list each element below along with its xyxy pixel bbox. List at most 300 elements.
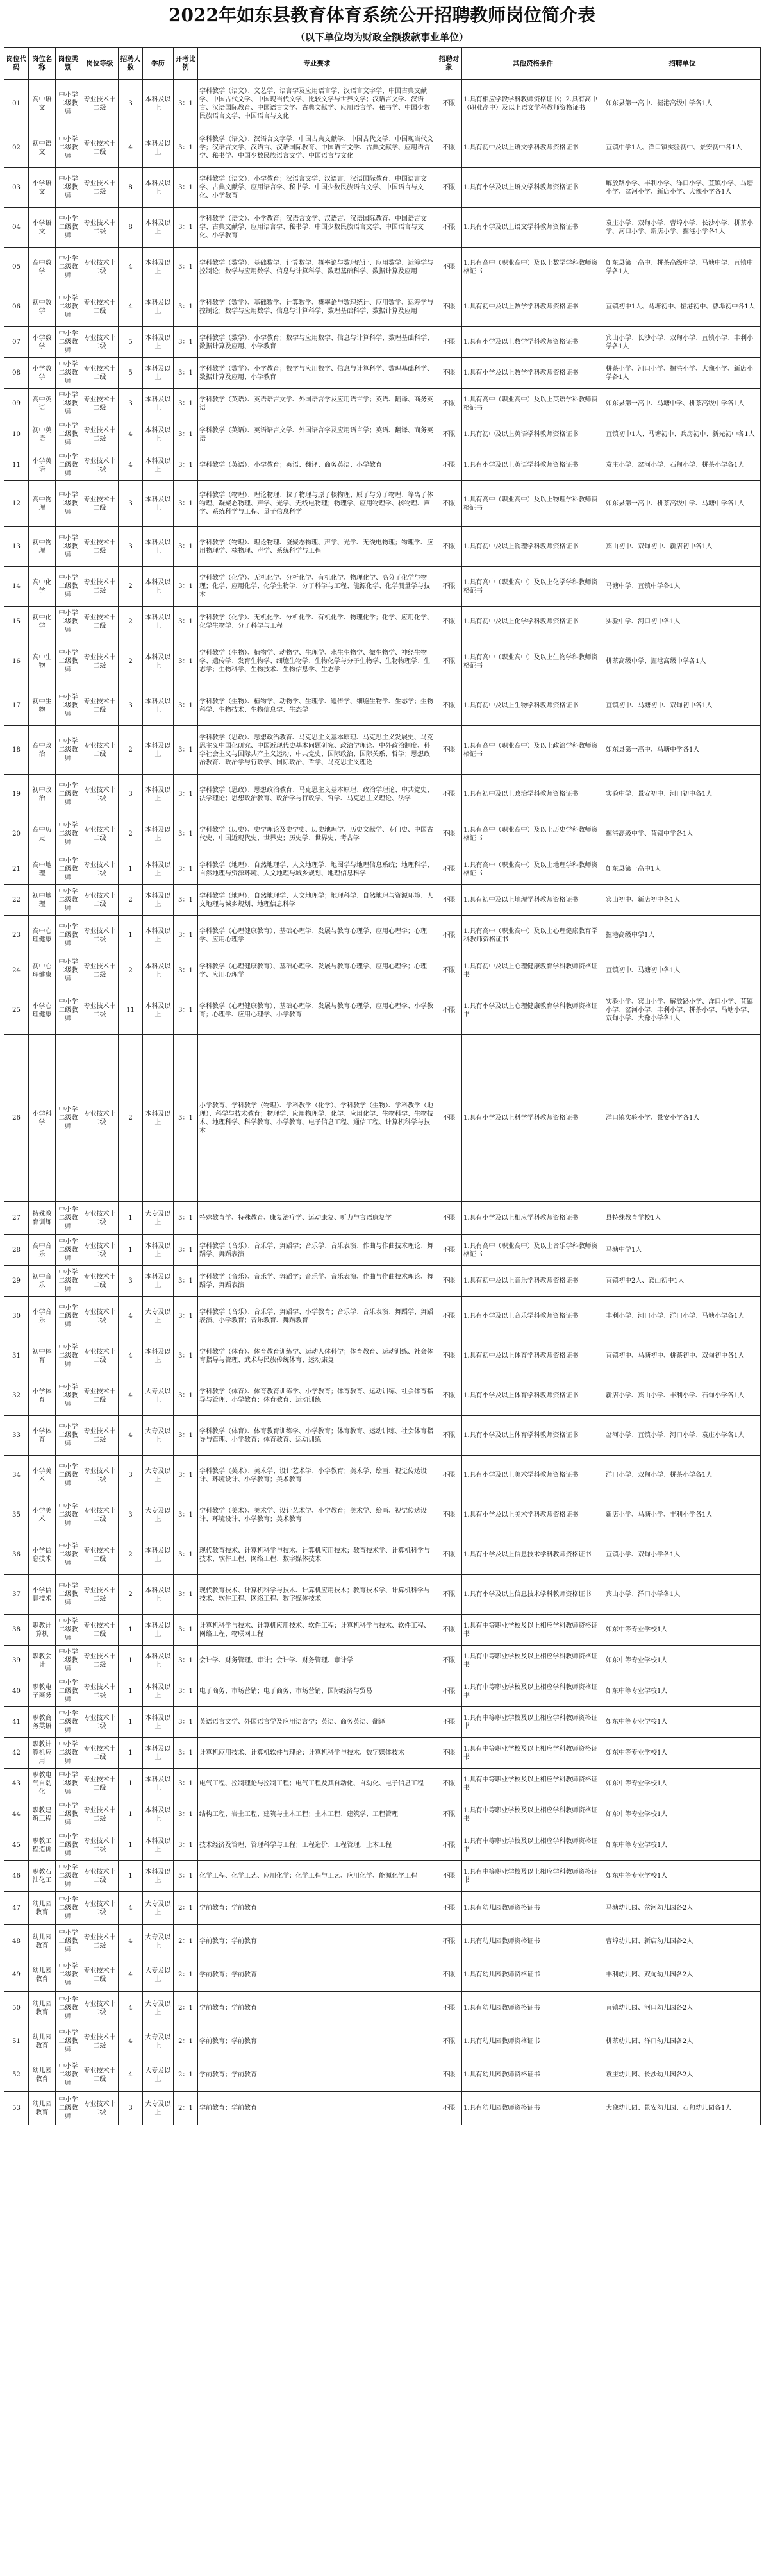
employer-cell: 岔河小学、苴镇小学、河口小学、袁庄小学各1人 (604, 1416, 761, 1456)
major-requirement-cell: 学科教学（心理健康教育）、基础心理学、发展与教育心理学、应用心理学；心理学、应用心理学 (198, 916, 436, 955)
table-row (4, 168, 761, 208)
education-cell: 本科及以上 (143, 1707, 174, 1738)
headcount-cell: 1 (119, 1707, 143, 1738)
header-cell: 岗位等级 (81, 48, 119, 80)
ratio-cell: 3：1 (174, 955, 198, 986)
category-cell: 中小学二级教师 (56, 358, 81, 389)
recruit-target-cell: 不限 (436, 389, 462, 419)
headcount-cell: 3 (119, 481, 143, 527)
code-cell: 15 (4, 607, 29, 637)
ratio-cell: 2：1 (174, 1958, 198, 1992)
employer-cell: 解放路小学、丰利小学、洋口小学、苴镇小学、马塘小学、岔河小学、新店小学、大豫小学各1人 (604, 168, 761, 208)
code-cell: 36 (4, 1535, 29, 1575)
qualification-cell: 1.具有高中（职业高中）及以上历史学科教师资格证书 (462, 814, 604, 854)
headcount-cell: 1 (119, 1202, 143, 1235)
table-row (4, 1416, 761, 1456)
grade-cell: 专业技术十二级 (81, 1738, 119, 1769)
qualification-cell: 1.具有小学及以上英语学科教师资格证书 (462, 450, 604, 481)
ratio-cell: 3：1 (174, 128, 198, 168)
major-requirement-cell: 学科教学（思政）、思想政治教育、马克思主义基本原理、马克思主义发展史、马克思主义中国化研究、中国近现代史基本问题研究、政治学理论、中外政治制度、科学社会主义与国际共产主义运动、中共党史、国际政治、国际关系、哲学；思想政治教育、政治学与行政学、国际政治、哲学、马克思主义理论 (198, 726, 436, 775)
position-name-cell: 幼儿园教育 (29, 1992, 56, 2025)
code-cell: 40 (4, 1676, 29, 1707)
recruit-target-cell: 不限 (436, 327, 462, 358)
grade-cell: 专业技术十二级 (81, 955, 119, 986)
grade-cell: 专业技术十二级 (81, 637, 119, 686)
major-requirement-cell: 学科教学（美术）、美术学、设计艺术学、小学教育；美术学、绘画、视觉传达设计、环境设计、小学教育；美术教育 (198, 1456, 436, 1495)
qualification-cell: 1.具有高中（职业高中）及以上音乐学科教师资格证书 (462, 1235, 604, 1266)
grade-cell: 专业技术十二级 (81, 1892, 119, 1925)
recruit-target-cell: 不限 (436, 1266, 462, 1297)
education-cell: 本科及以上 (143, 327, 174, 358)
qualification-cell: 1.具有初中及以上化学学科教师资格证书 (462, 607, 604, 637)
table-row (4, 287, 761, 327)
code-cell: 19 (4, 775, 29, 814)
major-requirement-cell: 学科教学（音乐）、音乐学、舞蹈学；音乐学、音乐表演、作曲与作曲技术理论、舞蹈学、舞蹈表演 (198, 1266, 436, 1297)
ratio-cell: 3：1 (174, 168, 198, 208)
employer-cell: 如东县第一高中1人 (604, 854, 761, 885)
code-cell: 27 (4, 1202, 29, 1235)
table-row (4, 1992, 761, 2025)
ratio-cell: 3：1 (174, 208, 198, 248)
education-cell: 大专及以上 (143, 1297, 174, 1336)
education-cell: 本科及以上 (143, 1575, 174, 1615)
code-cell: 05 (4, 248, 29, 287)
header-cell: 学历 (143, 48, 174, 80)
position-name-cell: 高中语文 (29, 80, 56, 128)
recruit-target-cell: 不限 (436, 1769, 462, 1799)
code-cell: 49 (4, 1958, 29, 1992)
qualification-cell: 1.具有初中及以上数学学科教师资格证书 (462, 287, 604, 327)
ratio-cell: 3：1 (174, 1336, 198, 1376)
employer-cell: 袁庄小学、双甸小学、曹埠小学、长沙小学、栟茶小学、河口小学、新店小学、掘港小学各1人 (604, 208, 761, 248)
position-name-cell: 小学数学 (29, 358, 56, 389)
grade-cell: 专业技术十二级 (81, 287, 119, 327)
grade-cell: 专业技术十二级 (81, 1035, 119, 1202)
qualification-cell: 1.具有幼儿园教师资格证书 (462, 1892, 604, 1925)
major-requirement-cell: 学前教育；学前教育 (198, 1958, 436, 1992)
major-requirement-cell: 学科教学（英语）、小学教育；英语、翻译、商务英语、小学教育 (198, 450, 436, 481)
position-name-cell: 幼儿园教育 (29, 1958, 56, 1992)
table-row (4, 1799, 761, 1830)
position-name-cell: 高中音乐 (29, 1235, 56, 1266)
grade-cell: 专业技术十二级 (81, 1958, 119, 1992)
position-name-cell: 初中地理 (29, 885, 56, 916)
education-cell: 本科及以上 (143, 1738, 174, 1769)
employer-cell: 马塘中学1人 (604, 1235, 761, 1266)
recruit-target-cell: 不限 (436, 986, 462, 1035)
ratio-cell: 3：1 (174, 1575, 198, 1615)
code-cell: 53 (4, 2092, 29, 2125)
positions-table (4, 47, 761, 2125)
recruit-target-cell: 不限 (436, 1892, 462, 1925)
ratio-cell: 3：1 (174, 1676, 198, 1707)
category-cell: 中小学二级教师 (56, 1861, 81, 1892)
grade-cell: 专业技术十二级 (81, 358, 119, 389)
qualification-cell: 1.具有幼儿园教师资格证书 (462, 2025, 604, 2058)
table-row (4, 527, 761, 567)
education-cell: 本科及以上 (143, 637, 174, 686)
recruit-target-cell: 不限 (436, 481, 462, 527)
employer-cell: 栟茶高级中学、掘港高级中学各1人 (604, 637, 761, 686)
ratio-cell: 3：1 (174, 419, 198, 450)
ratio-cell: 3：1 (174, 1707, 198, 1738)
code-cell: 11 (4, 450, 29, 481)
ratio-cell: 3：1 (174, 986, 198, 1035)
ratio-cell: 3：1 (174, 1615, 198, 1646)
grade-cell: 专业技术十二级 (81, 1769, 119, 1799)
employer-cell: 苴镇中学1人、洋口镇实验初中、景安初中各1人 (604, 128, 761, 168)
qualification-cell: 1.具有小学及以上语文学科教师资格证书 (462, 208, 604, 248)
recruit-target-cell: 不限 (436, 775, 462, 814)
ratio-cell: 3：1 (174, 1799, 198, 1830)
recruit-target-cell: 不限 (436, 916, 462, 955)
category-cell: 中小学二级教师 (56, 686, 81, 726)
recruit-target-cell: 不限 (436, 637, 462, 686)
table-row (4, 248, 761, 287)
table-body (4, 80, 761, 2125)
table-row (4, 481, 761, 527)
recruit-target-cell: 不限 (436, 1958, 462, 1992)
table-row (4, 1235, 761, 1266)
qualification-cell: 1.具有初中及以上生物学科教师资格证书 (462, 686, 604, 726)
header-cell: 岗位代码 (4, 48, 29, 80)
qualification-cell: 1.具有中等职业学校及以上相应学科教师资格证书 (462, 1676, 604, 1707)
position-name-cell: 高中化学 (29, 567, 56, 607)
qualification-cell: 1.具有中等职业学校及以上相应学科教师资格证书 (462, 1646, 604, 1676)
employer-cell: 如东县第一高中、马塘中学各1人 (604, 726, 761, 775)
ratio-cell: 3：1 (174, 1861, 198, 1892)
ratio-cell: 3：1 (174, 1646, 198, 1676)
education-cell: 本科及以上 (143, 1535, 174, 1575)
recruit-target-cell: 不限 (436, 1535, 462, 1575)
recruit-target-cell: 不限 (436, 1861, 462, 1892)
major-requirement-cell: 学科教学（体育）、体育教育训练学、小学教育；体育教育、运动训练、社会体育指导与管理、小学教育；体育教育、运动训练 (198, 1416, 436, 1456)
employer-cell: 苴镇初中、马塘初中、双甸初中各1人 (604, 686, 761, 726)
employer-cell: 苴镇初中1人、马塘初中、掘港初中、曹埠初中各1人 (604, 287, 761, 327)
grade-cell: 专业技术十二级 (81, 1799, 119, 1830)
qualification-cell: 1.具有初中及以上物理学科教师资格证书 (462, 527, 604, 567)
major-requirement-cell: 学科教学（语文）、汉语言文字学、中国古典文献学、中国古代文学、中国现当代文学；汉语言文学、汉语言、汉语国际教育、中国语言文学、古典文献学、应用语言学、秘书学、中国少数民族语言文学、中国语言与文化 (198, 128, 436, 168)
education-cell: 本科及以上 (143, 1861, 174, 1892)
table-row (4, 567, 761, 607)
recruit-target-cell: 不限 (436, 358, 462, 389)
ratio-cell: 3：1 (174, 567, 198, 607)
headcount-cell: 1 (119, 1676, 143, 1707)
major-requirement-cell: 学科教学（语文）、文艺学、语言学及应用语言学、汉语言文字学、中国古典文献学、中国古代文学、中国现当代文学、比较文学与世界文学；汉语言文学、汉语言、汉语国际教育、中国语言文学、古典文献学、应用语言学、秘书学、中国少数民族语言文学、中国语言与文化 (198, 80, 436, 128)
position-name-cell: 初中化学 (29, 607, 56, 637)
ratio-cell: 3：1 (174, 358, 198, 389)
employer-cell: 马塘幼儿园、岔河幼儿园各2人 (604, 1892, 761, 1925)
headcount-cell: 3 (119, 686, 143, 726)
headcount-cell: 4 (119, 1376, 143, 1416)
position-name-cell: 高中物理 (29, 481, 56, 527)
qualification-cell: 1.具有中等职业学校及以上相应学科教师资格证书 (462, 1799, 604, 1830)
category-cell: 中小学二级教师 (56, 607, 81, 637)
grade-cell: 专业技术十二级 (81, 1535, 119, 1575)
headcount-cell: 3 (119, 775, 143, 814)
grade-cell: 专业技术十二级 (81, 1992, 119, 2025)
header-cell: 开考比例 (174, 48, 198, 80)
position-name-cell: 初中政治 (29, 775, 56, 814)
table-row (4, 1830, 761, 1861)
category-cell: 中小学二级教师 (56, 1646, 81, 1676)
qualification-cell: 1.具有幼儿园教师资格证书 (462, 1958, 604, 1992)
grade-cell: 专业技术十二级 (81, 854, 119, 885)
education-cell: 本科及以上 (143, 481, 174, 527)
grade-cell: 专业技术十二级 (81, 1202, 119, 1235)
grade-cell: 专业技术十二级 (81, 1376, 119, 1416)
headcount-cell: 1 (119, 1615, 143, 1646)
major-requirement-cell: 学科教学（英语）、英语语言文学、外国语言学及应用语言学；英语、翻译、商务英语 (198, 419, 436, 450)
headcount-cell: 1 (119, 854, 143, 885)
header-cell: 其他资格条件 (462, 48, 604, 80)
major-requirement-cell: 计算机应用技术、计算机软件与理论；计算机科学与技术、数字媒体技术 (198, 1738, 436, 1769)
code-cell: 22 (4, 885, 29, 916)
headcount-cell: 5 (119, 327, 143, 358)
grade-cell: 专业技术十二级 (81, 389, 119, 419)
grade-cell: 专业技术十二级 (81, 1575, 119, 1615)
major-requirement-cell: 学科教学（体育）、体育教育训练学、小学教育；体育教育、运动训练、社会体育指导与管理、小学教育；体育教育、运动训练 (198, 1376, 436, 1416)
category-cell: 中小学二级教师 (56, 1707, 81, 1738)
table-row (4, 1707, 761, 1738)
code-cell: 14 (4, 567, 29, 607)
grade-cell: 专业技术十二级 (81, 80, 119, 128)
employer-cell: 袁庄小学、岔河小学、石甸小学、栟茶小学各1人 (604, 450, 761, 481)
grade-cell: 专业技术十二级 (81, 726, 119, 775)
category-cell: 中小学二级教师 (56, 1416, 81, 1456)
category-cell: 中小学二级教师 (56, 916, 81, 955)
employer-cell: 实验中学、景安初中、河口初中各1人 (604, 775, 761, 814)
education-cell: 本科及以上 (143, 1266, 174, 1297)
category-cell: 中小学二级教师 (56, 1376, 81, 1416)
grade-cell: 专业技术十二级 (81, 1925, 119, 1958)
qualification-cell: 1.具有高中（职业高中）及以上英语学科教师资格证书 (462, 389, 604, 419)
headcount-cell: 3 (119, 1456, 143, 1495)
employer-cell: 苴镇幼儿园、河口幼儿园各2人 (604, 1992, 761, 2025)
qualification-cell: 1.具有初中及以上政治学科教师资格证书 (462, 775, 604, 814)
major-requirement-cell: 学科教学（体育）、体育教育训练学、运动人体科学；体育教育、运动训练、社会体育指导与管理、武术与民族传统体育、运动康复 (198, 1336, 436, 1376)
table-row (4, 80, 761, 128)
table-row (4, 1646, 761, 1676)
category-cell: 中小学二级教师 (56, 1202, 81, 1235)
employer-cell: 栟茶幼儿园、洋口幼儿园各2人 (604, 2025, 761, 2058)
major-requirement-cell: 学科教学（生物）、植物学、动物学、生理学、遗传学、细胞生物学、生态学；生物科学、生物技术、生物信息学、生态学 (198, 686, 436, 726)
category-cell: 中小学二级教师 (56, 80, 81, 128)
headcount-cell: 3 (119, 80, 143, 128)
employer-cell: 丰利幼儿园、双甸幼儿园各2人 (604, 1958, 761, 1992)
category-cell: 中小学二级教师 (56, 128, 81, 168)
position-name-cell: 职教计算机应用 (29, 1738, 56, 1769)
position-name-cell: 小学信息技术 (29, 1575, 56, 1615)
education-cell: 本科及以上 (143, 527, 174, 567)
grade-cell: 专业技术十二级 (81, 775, 119, 814)
major-requirement-cell: 电气工程、控制理论与控制工程；电气工程及其自动化、自动化、电子信息工程 (198, 1769, 436, 1799)
position-name-cell: 高中历史 (29, 814, 56, 854)
category-cell: 中小学二级教师 (56, 726, 81, 775)
code-cell: 39 (4, 1646, 29, 1676)
document-subtitle: （以下单位均为财政全额拨款事业单位） (295, 31, 469, 43)
position-name-cell: 初中音乐 (29, 1266, 56, 1297)
header-cell: 岗位类别 (56, 48, 81, 80)
grade-cell: 专业技术十二级 (81, 607, 119, 637)
ratio-cell: 3：1 (174, 1202, 198, 1235)
headcount-cell: 3 (119, 1495, 143, 1535)
employer-cell: 掘港高级中学、苴镇中学各1人 (604, 814, 761, 854)
headcount-cell: 2 (119, 1535, 143, 1575)
ratio-cell: 3：1 (174, 527, 198, 567)
category-cell: 中小学二级教师 (56, 1676, 81, 1707)
headcount-cell: 3 (119, 2092, 143, 2125)
position-name-cell: 特殊教育训练 (29, 1202, 56, 1235)
education-cell: 本科及以上 (143, 208, 174, 248)
table-row (4, 1958, 761, 1992)
grade-cell: 专业技术十二级 (81, 1456, 119, 1495)
table-row (4, 775, 761, 814)
employer-cell: 如东中等专业学校1人 (604, 1861, 761, 1892)
headcount-cell: 3 (119, 527, 143, 567)
position-name-cell: 小学美术 (29, 1495, 56, 1535)
major-requirement-cell: 计算机科学与技术、计算机应用技术、软件工程；计算机科学与技术、软件工程、网络工程、物联网工程 (198, 1615, 436, 1646)
headcount-cell: 2 (119, 637, 143, 686)
category-cell: 中小学二级教师 (56, 1738, 81, 1769)
qualification-cell: 1.具有初中及以上体育学科教师资格证书 (462, 1336, 604, 1376)
education-cell: 本科及以上 (143, 419, 174, 450)
major-requirement-cell: 学前教育；学前教育 (198, 1892, 436, 1925)
employer-cell: 如东中等专业学校1人 (604, 1799, 761, 1830)
headcount-cell: 1 (119, 1830, 143, 1861)
position-name-cell: 幼儿园教育 (29, 2025, 56, 2058)
category-cell: 中小学二级教师 (56, 1769, 81, 1799)
recruit-target-cell: 不限 (436, 208, 462, 248)
qualification-cell: 1.具有小学及以上信息技术学科教师资格证书 (462, 1535, 604, 1575)
education-cell: 本科及以上 (143, 358, 174, 389)
grade-cell: 专业技术十二级 (81, 885, 119, 916)
headcount-cell: 2 (119, 1035, 143, 1202)
ratio-cell: 3：1 (174, 287, 198, 327)
education-cell: 本科及以上 (143, 1615, 174, 1646)
headcount-cell: 1 (119, 1799, 143, 1830)
position-name-cell: 职教计算机 (29, 1615, 56, 1646)
code-cell: 31 (4, 1336, 29, 1376)
table-row (4, 419, 761, 450)
employer-cell: 新店小学、宾山小学、丰利小学、石甸小学各1人 (604, 1376, 761, 1416)
major-requirement-cell: 英语语言文学、外国语言学及应用语言学；英语、商务英语、翻译 (198, 1707, 436, 1738)
education-cell: 大专及以上 (143, 2025, 174, 2058)
category-cell: 中小学二级教师 (56, 1495, 81, 1535)
education-cell: 本科及以上 (143, 1035, 174, 1202)
code-cell: 30 (4, 1297, 29, 1336)
category-cell: 中小学二级教师 (56, 287, 81, 327)
category-cell: 中小学二级教师 (56, 1958, 81, 1992)
table-row (4, 1575, 761, 1615)
ratio-cell: 3：1 (174, 726, 198, 775)
major-requirement-cell: 学科教学（物理）、理论物理、凝聚态物理、声学、光学、无线电物理；物理学、应用物理学、核物理、声学、系统科学与工程 (198, 527, 436, 567)
employer-cell: 丰利小学、河口小学、洋口小学、马塘小学各1人 (604, 1297, 761, 1336)
ratio-cell: 3：1 (174, 327, 198, 358)
employer-cell: 如东县第一高中、掘港高级中学各1人 (604, 80, 761, 128)
recruit-target-cell: 不限 (436, 1707, 462, 1738)
position-name-cell: 高中政治 (29, 726, 56, 775)
position-name-cell: 小学语文 (29, 168, 56, 208)
employer-cell: 苴镇初中、马塘初中各1人 (604, 955, 761, 986)
qualification-cell: 1.具有小学及以上体育学科教师资格证书 (462, 1376, 604, 1416)
ratio-cell: 3：1 (174, 637, 198, 686)
education-cell: 大专及以上 (143, 1925, 174, 1958)
ratio-cell: 3：1 (174, 1235, 198, 1266)
major-requirement-cell: 学前教育；学前教育 (198, 2092, 436, 2125)
ratio-cell: 3：1 (174, 1456, 198, 1495)
recruit-target-cell: 不限 (436, 567, 462, 607)
major-requirement-cell: 学科教学（化学）、无机化学、分析化学、有机化学、物理化学；化学、应用化学、化学生物学、分子科学与工程 (198, 607, 436, 637)
grade-cell: 专业技术十二级 (81, 916, 119, 955)
qualification-cell: 1.具有小学及以上语文学科教师资格证书 (462, 168, 604, 208)
grade-cell: 专业技术十二级 (81, 481, 119, 527)
employer-cell: 如东中等专业学校1人 (604, 1707, 761, 1738)
employer-cell: 洋口小学、双甸小学、栟茶小学各1人 (604, 1456, 761, 1495)
code-cell: 17 (4, 686, 29, 726)
position-name-cell: 小学体育 (29, 1416, 56, 1456)
recruit-target-cell: 不限 (436, 814, 462, 854)
headcount-cell: 1 (119, 916, 143, 955)
code-cell: 03 (4, 168, 29, 208)
recruit-target-cell: 不限 (436, 1416, 462, 1456)
table-row (4, 1738, 761, 1769)
grade-cell: 专业技术十二级 (81, 1336, 119, 1376)
category-cell: 中小学二级教师 (56, 1575, 81, 1615)
headcount-cell: 2 (119, 607, 143, 637)
code-cell: 08 (4, 358, 29, 389)
major-requirement-cell: 学科教学（思政）、思想政治教育、马克思主义基本原理、政治学理论、中共党史、法学理论；思想政治教育、政治学与行政学、哲学、马克思主义理论、法学 (198, 775, 436, 814)
headcount-cell: 3 (119, 1266, 143, 1297)
recruit-target-cell: 不限 (436, 248, 462, 287)
position-name-cell: 小学数学 (29, 327, 56, 358)
education-cell: 本科及以上 (143, 814, 174, 854)
code-cell: 26 (4, 1035, 29, 1202)
header-cell: 专业要求 (198, 48, 436, 80)
category-cell: 中小学二级教师 (56, 814, 81, 854)
table-row (4, 208, 761, 248)
category-cell: 中小学二级教师 (56, 248, 81, 287)
code-cell: 38 (4, 1615, 29, 1646)
major-requirement-cell: 现代教育技术、计算机科学与技术、计算机应用技术；教育技术学、计算机科学与技术、软件工程、网络工程、数字媒体技术 (198, 1535, 436, 1575)
table-row (4, 1769, 761, 1799)
major-requirement-cell: 小学教育、学科教学（物理）、学科教学（化学）、学科教学（生物）、学科教学（地理）、科学与技术教育；物理学、应用物理学、化学、应用化学、生物科学、生物技术、地理科学、科学教育、小学教育、电子信息工程、通信工程、计算机科学与技术 (198, 1035, 436, 1202)
qualification-cell: 1.具有小学及以上音乐学科教师资格证书 (462, 1297, 604, 1336)
education-cell: 大专及以上 (143, 1958, 174, 1992)
table-row (4, 726, 761, 775)
category-cell: 中小学二级教师 (56, 955, 81, 986)
category-cell: 中小学二级教师 (56, 1830, 81, 1861)
employer-cell: 苴镇小学、双甸小学各1人 (604, 1535, 761, 1575)
grade-cell: 专业技术十二级 (81, 814, 119, 854)
position-name-cell: 高中心理健康 (29, 916, 56, 955)
table-row (4, 1456, 761, 1495)
position-name-cell: 职教工程造价 (29, 1830, 56, 1861)
major-requirement-cell: 学科教学（数学）、小学教育；数学与应用数学、信息与计算科学、数理基础科学、数据计算及应用、小学教育 (198, 327, 436, 358)
category-cell: 中小学二级教师 (56, 1297, 81, 1336)
headcount-cell: 2 (119, 885, 143, 916)
education-cell: 本科及以上 (143, 80, 174, 128)
recruit-target-cell: 不限 (436, 1297, 462, 1336)
major-requirement-cell: 学科教学（心理健康教育）、基础心理学、发展与教育心理学、应用心理学；心理学、应用心理学 (198, 955, 436, 986)
recruit-target-cell: 不限 (436, 1035, 462, 1202)
major-requirement-cell: 学科教学（数学）、基础数学、计算数学、概率论与数理统计、应用数学、运筹学与控制论；数学与应用数学、信息与计算科学、数理基础科学、数据计算及应用 (198, 248, 436, 287)
header-cell: 招聘对象 (436, 48, 462, 80)
ratio-cell: 3：1 (174, 1769, 198, 1799)
education-cell: 大专及以上 (143, 1376, 174, 1416)
code-cell: 47 (4, 1892, 29, 1925)
education-cell: 大专及以上 (143, 2092, 174, 2125)
